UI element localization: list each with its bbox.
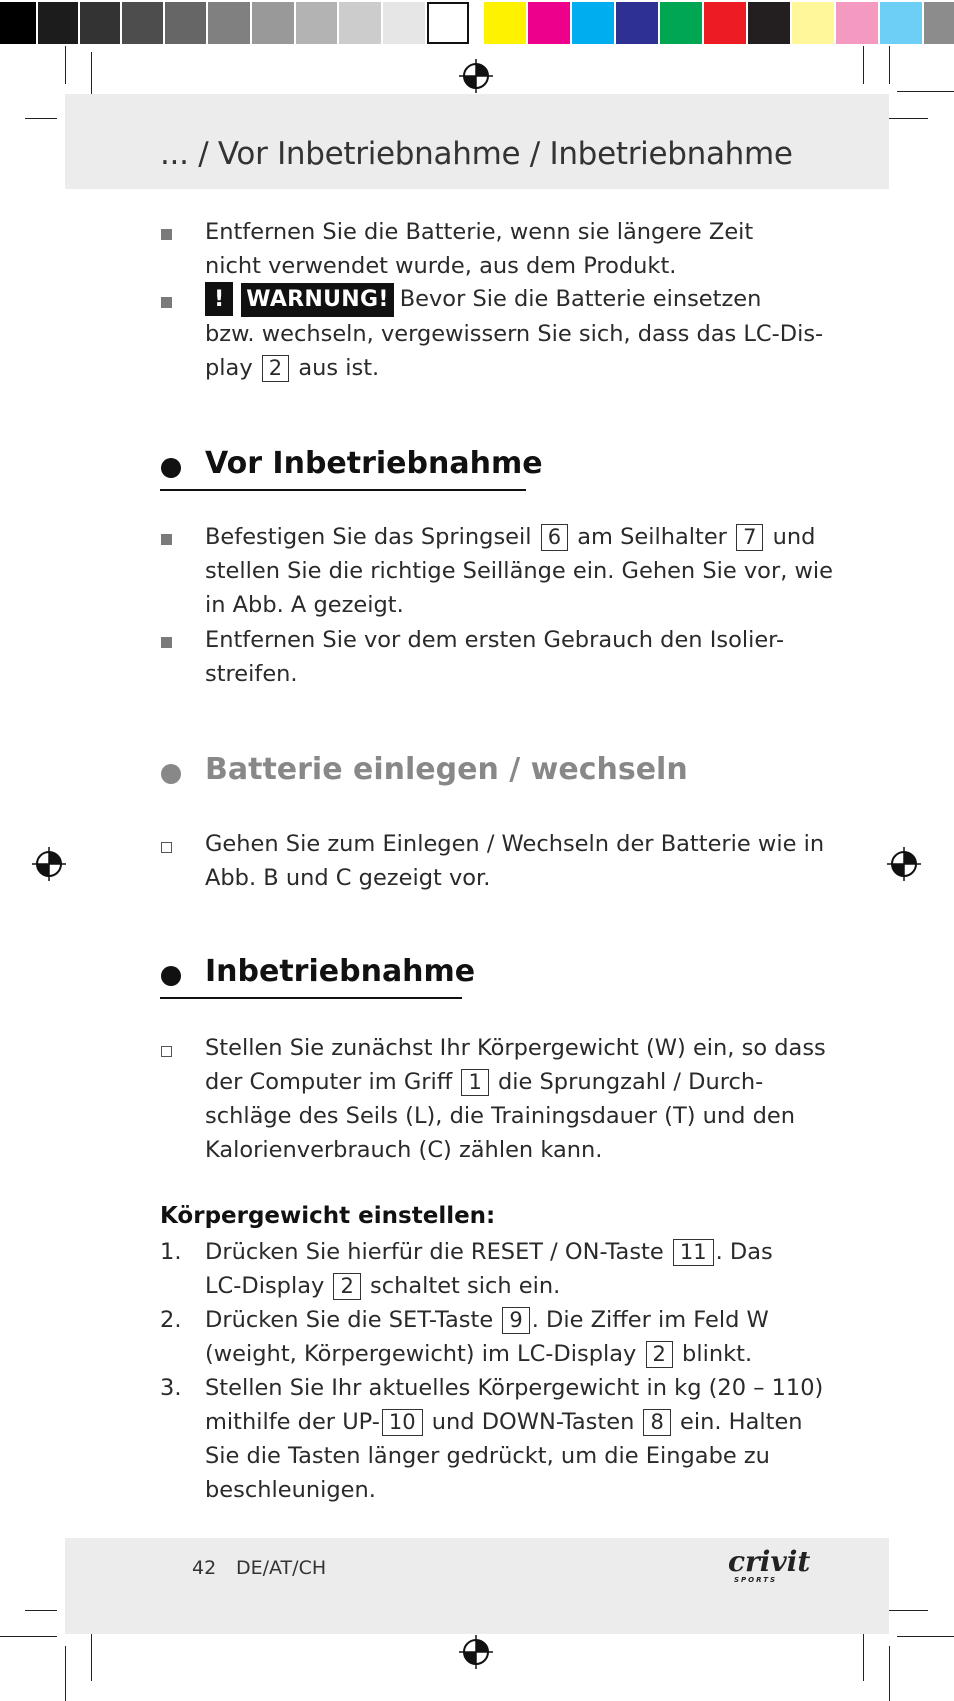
warning-text: Bevor Sie die Batterie einsetzen [399, 286, 762, 312]
registration-mark-icon [459, 59, 493, 93]
item-text: ein. Halten [680, 1409, 803, 1435]
color-swatch [792, 2, 834, 44]
item-text: Drücken Sie die SET-Taste [205, 1307, 494, 1333]
crop-mark [863, 1626, 864, 1681]
item-text: der Computer im Griff [205, 1069, 453, 1095]
ref-number: 11 [673, 1239, 714, 1266]
item-text: (weight, Körpergewicht) im LC-Display [205, 1341, 637, 1367]
registration-mark-icon [887, 847, 921, 881]
gray-swatch [427, 2, 469, 44]
item-text: Stellen Sie zunächst Ihr Körpergewicht (W) ein, so dass [205, 1035, 826, 1061]
gray-swatch [252, 2, 294, 44]
item-text: Stellen Sie Ihr aktuelles Körpergewicht in kg (20 – 110) [205, 1375, 824, 1401]
gray-swatch [383, 2, 425, 44]
heading-underline [160, 997, 462, 999]
page-number: 42 [192, 1557, 217, 1579]
crop-mark [91, 52, 92, 98]
color-calibration-bar [0, 0, 954, 46]
ref-number: 1 [461, 1069, 488, 1096]
crop-mark [25, 118, 57, 119]
color-swatch [528, 2, 570, 44]
step-text [205, 1371, 825, 1507]
ref-number: 9 [502, 1307, 529, 1334]
warning-text: play [205, 355, 253, 381]
warning-triangle-icon: ! [205, 282, 233, 316]
registration-mark-icon [32, 847, 66, 881]
bullet-square-icon [161, 637, 172, 648]
locale-label: DE/AT/CH [236, 1557, 327, 1579]
gray-swatch [208, 2, 250, 44]
bullet-open-square-icon [161, 1046, 172, 1057]
crop-mark [897, 1636, 954, 1637]
crop-mark [897, 91, 954, 92]
gray-swatch [296, 2, 337, 44]
crop-mark [65, 46, 66, 84]
ref-number: 2 [333, 1273, 360, 1300]
subsection-heading: Körpergewicht einstellen: [160, 1203, 496, 1229]
bullet-square-icon [161, 534, 172, 545]
crop-mark [65, 1646, 66, 1701]
step-number: 3. [160, 1375, 182, 1401]
warning-text: aus ist. [298, 355, 380, 381]
item-text: LC-Display [205, 1273, 325, 1299]
ref-number: 6 [541, 524, 568, 551]
crop-mark [863, 46, 864, 84]
crop-mark [889, 1646, 890, 1701]
heading-bullet-icon [161, 458, 181, 478]
item-text: streifen. [205, 661, 298, 687]
gray-swatch [339, 2, 381, 44]
item-text: und DOWN-Tasten [431, 1409, 635, 1435]
gray-swatch [80, 2, 120, 44]
item-text: Befestigen Sie das Springseil [205, 524, 532, 550]
gray-swatch [0, 2, 36, 44]
color-swatch [704, 2, 746, 44]
color-swatch [660, 2, 702, 44]
brand-logo: crivit [728, 1545, 811, 1578]
item-text: Kalorienverbrauch (C) zählen kann. [205, 1137, 603, 1163]
color-swatch [748, 2, 790, 44]
color-swatch [484, 2, 526, 44]
section-heading: Batterie einlegen / wechseln [205, 752, 688, 787]
item-text: beschleunigen. [205, 1477, 376, 1503]
color-swatch [836, 2, 878, 44]
item-text: Gehen Sie zum Einlegen / Wechseln der Batterie wie in [205, 831, 825, 857]
item-text: schläge des Seils (L), die Trainingsdauer (T) und den [205, 1103, 795, 1129]
heading-bullet-icon [161, 764, 181, 784]
color-swatch [572, 2, 614, 44]
warning-item [205, 282, 824, 385]
item-text: in Abb. A gezeigt. [205, 592, 404, 618]
item-text: stellen Sie die richtige Seillänge ein. Gehen Sie vor, wie [205, 558, 834, 584]
item-text: Sie die Tasten länger gedrückt, um die Eingabe zu [205, 1443, 770, 1469]
item-text: blinkt. [682, 1341, 753, 1367]
crop-mark [25, 1610, 57, 1611]
item-text: Abb. B und C gezeigt vor. [205, 865, 491, 891]
crop-mark [889, 46, 890, 84]
color-swatch [924, 2, 954, 44]
item-text: . Die Ziffer im Feld W [531, 1307, 769, 1333]
gray-swatch [38, 2, 78, 44]
list-item [205, 827, 825, 895]
registration-mark-icon [459, 1635, 493, 1669]
step-text [205, 1235, 825, 1303]
item-text: mithilfe der UP- [205, 1409, 380, 1435]
step-number: 2. [160, 1307, 182, 1333]
step-number: 1. [160, 1239, 182, 1265]
ref-number: 2 [262, 355, 289, 382]
brand-logo-sub: SPORTS [734, 1576, 778, 1584]
ref-number: 10 [382, 1409, 423, 1436]
section-heading: Vor Inbetriebnahme [205, 446, 543, 481]
bullet-square-icon [161, 229, 172, 240]
ref-number: 8 [643, 1409, 670, 1436]
list-item [205, 1031, 825, 1167]
gray-swatch [122, 2, 163, 44]
ref-number: 2 [646, 1341, 673, 1368]
gray-swatch [165, 2, 206, 44]
item-text: Drücken Sie hierfür die RESET / ON-Taste [205, 1239, 664, 1265]
bullet-open-square-icon [161, 842, 172, 853]
crop-mark [91, 1626, 92, 1681]
heading-underline [160, 489, 526, 491]
step-text [205, 1303, 825, 1371]
list-item [205, 520, 834, 622]
item-text: die Sprungzahl / Durch- [497, 1069, 764, 1095]
item-text: am Seilhalter [577, 524, 727, 550]
item-text: Entfernen Sie vor dem ersten Gebrauch den Isolier- [205, 627, 785, 653]
list-item [205, 623, 825, 691]
item-text: . Das [715, 1239, 773, 1265]
warning-label: WARNUNG! [241, 283, 393, 317]
crop-mark [0, 1636, 57, 1637]
page-title: ... / Vor Inbetriebnahme / Inbetriebnahme [160, 136, 793, 172]
item-text: schaltet sich ein. [370, 1273, 561, 1299]
heading-bullet-icon [161, 966, 181, 986]
bullet-square-icon [161, 297, 172, 308]
warning-text: bzw. wechseln, vergewissern Sie sich, dass das LC-Dis- [205, 321, 824, 347]
section-heading: Inbetriebnahme [205, 954, 476, 989]
color-swatch [616, 2, 658, 44]
list-item: Entfernen Sie die Batterie, wenn sie längere Zeit nicht verwendet wurde, aus dem Produkt. [205, 219, 754, 279]
ref-number: 7 [736, 524, 763, 551]
item-text: und [772, 524, 816, 550]
color-swatch [880, 2, 922, 44]
